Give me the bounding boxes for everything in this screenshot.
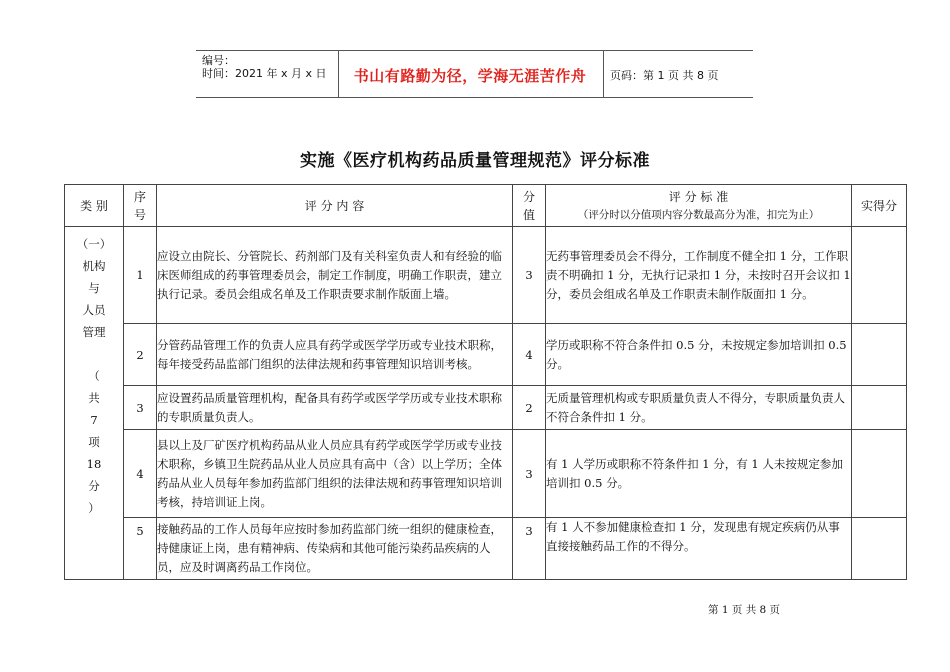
page-title: 实施《医疗机构药品质量管理规范》评分标准: [300, 151, 650, 171]
row-standard: 无药事管理委员会不得分，工作制度不健全扣 1 分，工作职责不明确扣 1 分，无执行记录扣 1 分，未按时召开会议扣 1 分，委员会组成名单及工作职责未制作版面扣 1 分。: [546, 227, 852, 324]
document-header: [196, 50, 753, 98]
table-row: [65, 324, 907, 386]
category-line: [65, 343, 123, 365]
category-line: 人员: [82, 303, 106, 317]
row-number: 1: [124, 227, 157, 324]
category-line: 项: [88, 435, 100, 449]
row-score: 3: [513, 430, 546, 518]
row-standard: 无质量管理机构或专职质量负责人不得分，专职质量负责人不符合条件扣 1 分。: [546, 386, 852, 430]
category-line: 分: [88, 479, 100, 493]
row-actual: [852, 227, 907, 324]
row-score: 4: [513, 324, 546, 386]
header-category: 类 别: [65, 185, 124, 227]
header-seq: [124, 185, 157, 227]
table-row: [65, 430, 907, 518]
category-line: 与: [88, 281, 100, 295]
row-standard: 学历或职称不符合条件扣 0.5 分，未按规定参加培训扣 0.5 分。: [546, 324, 852, 386]
row-number: 2: [124, 324, 157, 386]
page-footer: 第 1 页 共 8 页: [708, 604, 781, 616]
table-header-row: [65, 185, 907, 227]
category-line: ）: [88, 501, 100, 515]
header-page-cell: [604, 51, 752, 97]
row-content: 应设立由院长、分管院长、药剂部门及有关科室负责人和有经验的临床医师组成的药事管理委员会，制定工作制度，明确工作职责，建立执行记录。委员会组成名单及工作职责要求制作版面上墙。: [157, 227, 513, 324]
row-actual: [852, 324, 907, 386]
header-score-line1: 分: [522, 189, 535, 204]
row-content: 接触药品的工作人员每年应按时参加药监部门统一组织的健康检查，持健康证上岗，患有精神病、传染病和其他可能污染药品疾病的人员，应及时调离药品工作岗位。: [157, 518, 513, 580]
row-number: 5: [124, 518, 157, 580]
category-line: 18: [86, 457, 102, 471]
category-line: 机构: [82, 259, 106, 273]
row-score: 3: [513, 518, 546, 580]
category-line: （一）: [76, 237, 112, 251]
category-line: （: [88, 369, 100, 383]
row-score: 2: [513, 386, 546, 430]
table-row: [65, 518, 907, 580]
header-score: [513, 185, 546, 227]
row-number: 3: [124, 386, 157, 430]
header-actual: 实得分: [852, 185, 907, 227]
scoring-table: [64, 184, 907, 580]
header-standard-line1: 评 分 标 准: [668, 189, 729, 204]
header-content: 评 分 内 容: [157, 185, 513, 227]
header-standard: [546, 185, 852, 227]
serial-label: 编号：: [202, 54, 235, 67]
table-row: [65, 227, 907, 324]
row-content: 应设置药品质量管理机构，配备具有药学或医学学历或专业技术职称的专职质量负责人。: [157, 386, 513, 430]
category-line: 管理: [82, 325, 106, 339]
category-label: [65, 233, 123, 519]
row-actual: [852, 518, 907, 580]
category-line: 共: [88, 391, 100, 405]
category-line: 7: [90, 413, 98, 427]
row-content: 分管药品管理工作的负责人应具有药学或医学学历或专业技术职称，每年接受药品监部门组织的法律法规和药事管理知识培训考核。: [157, 324, 513, 386]
motto-text: 书山有路勤为径，学海无涯苦作舟: [353, 67, 587, 85]
row-actual: [852, 386, 907, 430]
header-standard-line2: （评分时以分值项内容分数最高分为准，扣完为止）: [577, 208, 820, 221]
row-standard: 有 1 人学历或职称不符条件扣 1 分，有 1 人未按规定参加培训扣 0.5 分。: [546, 430, 852, 518]
header-motto-cell: [338, 51, 604, 97]
row-score: 3: [513, 227, 546, 324]
row-standard: 有 1 人不参加健康检查扣 1 分，发现患有规定疾病仍从事直接接触药品工作的不得分。: [546, 518, 852, 580]
table-row: [65, 386, 907, 430]
header-page-number: 页码：第 1 页 共 8 页: [610, 69, 719, 82]
row-number: 4: [124, 430, 157, 518]
row-content: 县以上及厂矿医疗机构药品从业人员应具有药学或医学学历或专业技术职称，乡镇卫生院药品从业人员应具有高中（含）以上学历；全体药品从业人员每年参加药监部门组织的法律法规和药事管理知识培训考核，持培训证上岗。: [157, 430, 513, 518]
time-label: 时间：2021 年 x 月 x 日: [202, 67, 327, 80]
row-actual: [852, 430, 907, 518]
header-seq-line2: 号: [133, 207, 146, 222]
category-cell: [65, 227, 124, 580]
header-score-line2: 值: [522, 207, 535, 222]
header-meta: [196, 51, 338, 97]
header-seq-line1: 序: [133, 189, 146, 204]
